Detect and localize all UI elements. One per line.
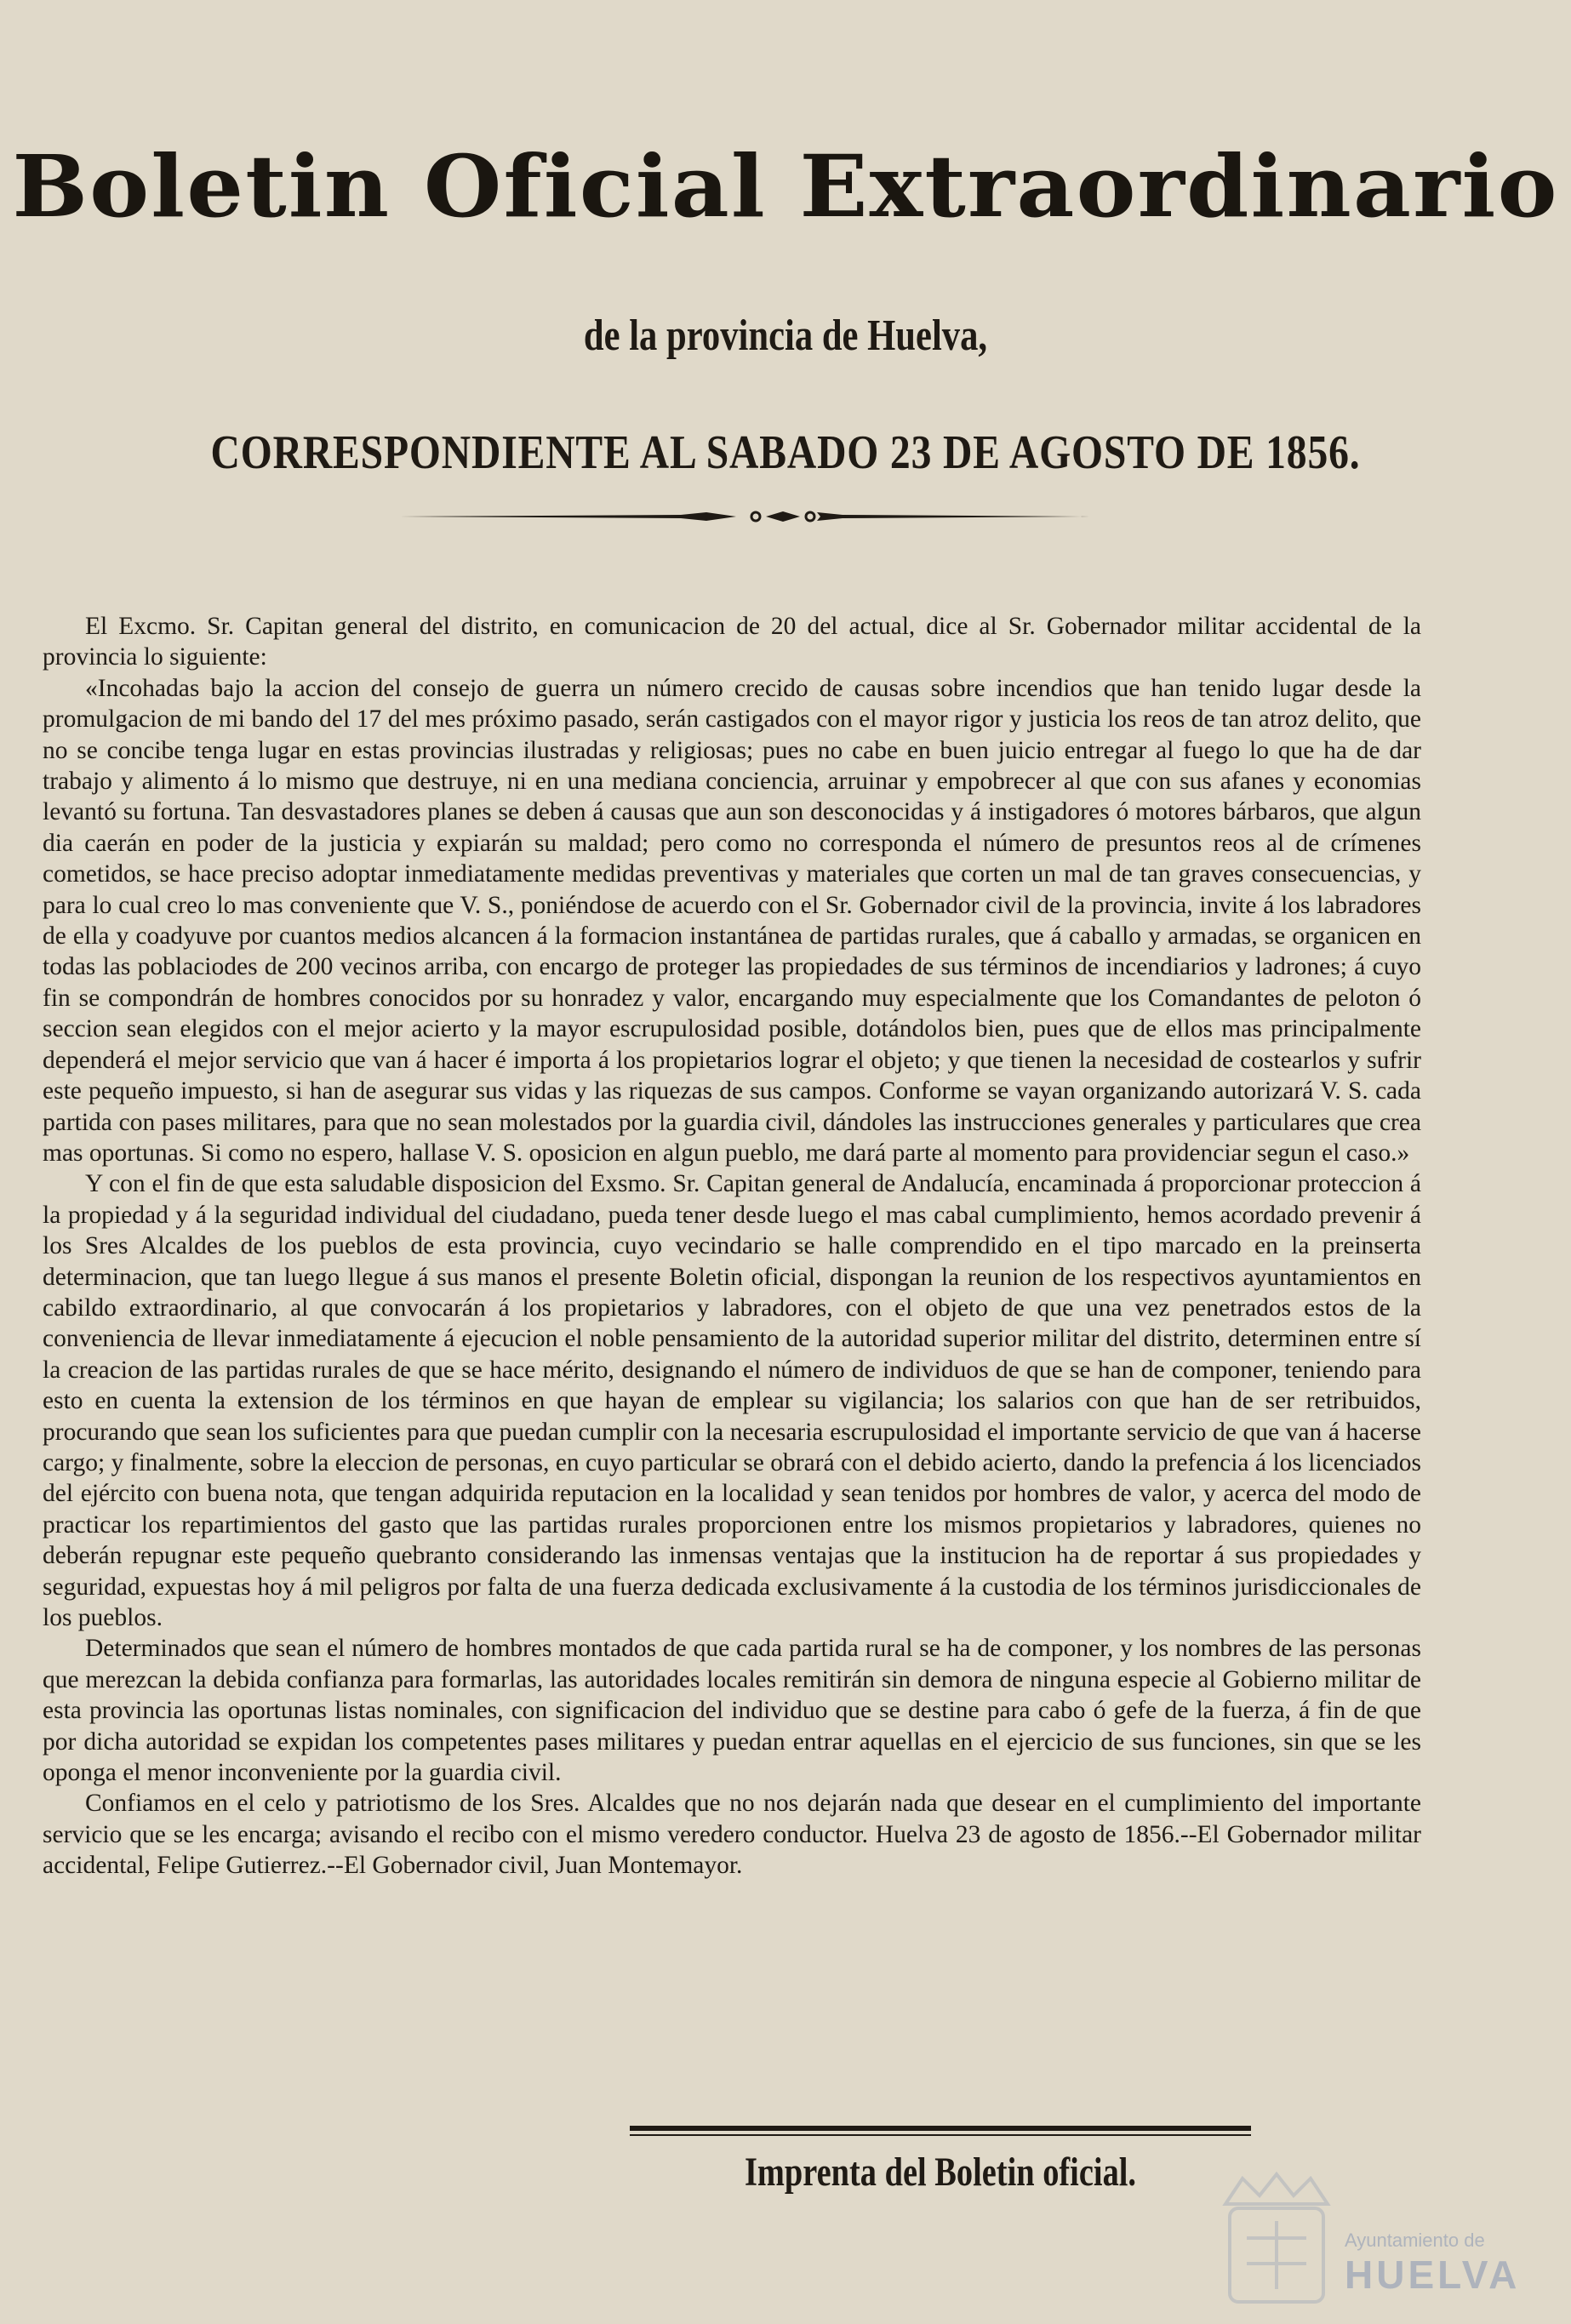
paragraph-instructions: Y con el fin de que esta saludable disposicion del Exsmo. Sr. Capitan general de Andalucía, encaminada á proporcionar proteccion á la propiedad y á la seguridad individual del ciudadano, pueda tener desde luego el mas cabal cumplimiento, hemos acordado prevenir á los Sres Alcaldes de los pueblos de esta provincia, cuyo vecindario se halle comprendido en el tipo marcado en la preinserta determinacion, que tan luego llegue á sus manos el presente Boletin oficial, dispongan la reunion de los respectivos ayuntamientos en cabildo extraordinario, al que convocarán á los propietarios y labradores, con el objeto de que una vez penetrados estos de la conveniencia de llevar inmediatamente á ejecucion el noble pensamiento de la autoridad superior militar del distrito, determinen entre sí la creacion de las partidas rurales de que se hace mérito, designando el número de individuos de que se han de componer, teniendo para esto en cuenta la extension de los términos en que hayan de emplear su vigilancia; los salarios con que han de ser retribuidos, procurando que sean los suficientes para que puedan cumplir con la necesaria escrupulosidad el importante servicio de que van á hacerse cargo; y finalmente, sobre la eleccion de personas, en cuyo particular se obrará con el debido acierto, dando la prefencia á los licenciados del ejército con buena nota, que tengan adquirida reputacion en la localidad y sean tenidos por hombres de valor, y acerca del modo de practicar los repartimientos del gasto que las partidas rurales proporcionen entre los mismos propietarios y labradores, quienes no deberán repugnar este pequeño quebranto considerando las inmensas ventajas que la institucion ha de reportar á sus propiedades y seguridad, expuestas hoy á mil peligros por falta de una fuerza dedicada exclusivamente á la custodia de los términos jurisdiccionales de los pueblos. bbox=[43, 1170, 1421, 1631]
paragraph-closing-signature: Confiamos en el celo y patriotismo de los Sres. Alcaldes que no nos dejarán nada que desear en el cumplimiento del importante servicio que se les encarga; avisando el recibo con el mismo veredero conductor. Huelva 23 de agosto de 1856.--El Gobernador militar accidental, Felipe Gutierrez.--El Gobernador civil, Juan Montemayor. bbox=[43, 1790, 1421, 1880]
document-dateline: CORRESPONDIENTE AL SABADO 23 DE AGOSTO DE 1856. bbox=[210, 426, 1361, 479]
paragraph-lists: Determinados que sean el número de hombres montados de que cada partida rural se ha de componer, y los nombres de las personas que merezcan la debida confianza para formarlas, las autoridades locales remitirán sin demora de ninguna especie al Gobierno militar de esta provincia las oportunas listas nominales, con significacion del individuo que se destine para cabo ó gefe de la fuerza, á fin de que por dicha autoridad se expidan los competentes pases militares y puedan entrar aquellas en el ejercicio de sus funciones, sin que se les oponga el menor inconveniente por la guardia civil. bbox=[43, 1635, 1421, 1787]
document-subtitle: de la provincia de Huelva, bbox=[583, 311, 988, 360]
footer-double-rule bbox=[630, 2126, 1251, 2138]
ornamental-rule bbox=[400, 504, 1089, 529]
seal-line-large: HUELVA bbox=[1345, 2253, 1521, 2297]
paragraph-intro: El Excmo. Sr. Capitan general del distrito, en comunicacion de 20 del actual, dice al Sr. Gobernador militar accidental de la provincia lo siguiente: bbox=[43, 613, 1421, 671]
document-body bbox=[43, 611, 1421, 1881]
document-title: Boletin Oficial Extraordinario bbox=[12, 136, 1559, 237]
seal-watermark-text bbox=[1345, 2230, 1566, 2298]
seal-line-small: Ayuntamiento de bbox=[1345, 2230, 1485, 2251]
paragraph-quoted-communication: «Incohadas bajo la accion del consejo de guerra un número crecido de causas sobre incendios que han tenido lugar desde la promulgacion de mi bando del 17 del mes próximo pasado, serán castigados con el mayor rigor y justicia los reos de tan atroz delito, que no se concibe tenga lugar en estas provincias ilustradas y religiosas; pues no cabe en buen juicio entregar al fuego lo que ha de dar trabajo y alimento á lo mismo que destruye, ni en una mediana conciencia, arruinar y empobrecer al que con sus afanes y economias levantó su fortuna. Tan desvastadores planes se deben á causas que aun son desconocidas y á instigadores ó motores bárbaros, que algun dia caerán en poder de la justicia y expiarán su maldad; pero como no corresponda el número de presuntos reos al de crímenes cometidos, se hace preciso adoptar inmediatamente medidas preventivas y materiales que corten un mal de tan graves consecuencias, y para lo cual creo lo mas conveniente que V. S., poniéndose de acuerdo con el Sr. Gobernador civil de la provincia, invite á los labradores de ella y coadyuve por cuantos medios alcancen á la formacion instantánea de partidas rurales, que á caballo y armadas, se organicen en todas las poblaciodes de 200 vecinos arriba, con encargo de proteger las propiedades de sus términos de incendiarios y ladrones; á cuyo fin se compondrán de hombres conocidos por su honradez y valor, encargando muy especialmente que los Comandantes de peloton ó seccion sean elegidos con el mejor acierto y la mayor escrupulosidad posible, dotándolos bien, pues que de ellos mas principalmente dependerá el mejor servicio que van á hacer é importa á los propietarios lograr el objeto; y que tienen la necesidad de costearlos y sufrir este pequeño impuesto, si han de asegurar sus vidas y las riquezas de sus campos. Conforme se vayan organizando autorizará V. S. cada partida con pases militares, para que no sean molestados por la guardia civil, dándoles las instrucciones generales y particulares que crea mas oportunas. Si como no espero, hallase V. S. oposicion en algun pueblo, me dará parte al momento para providenciar segun el caso.» bbox=[43, 674, 1421, 1167]
printer-imprint: Imprenta del Boletin oficial. bbox=[744, 2150, 1137, 2195]
